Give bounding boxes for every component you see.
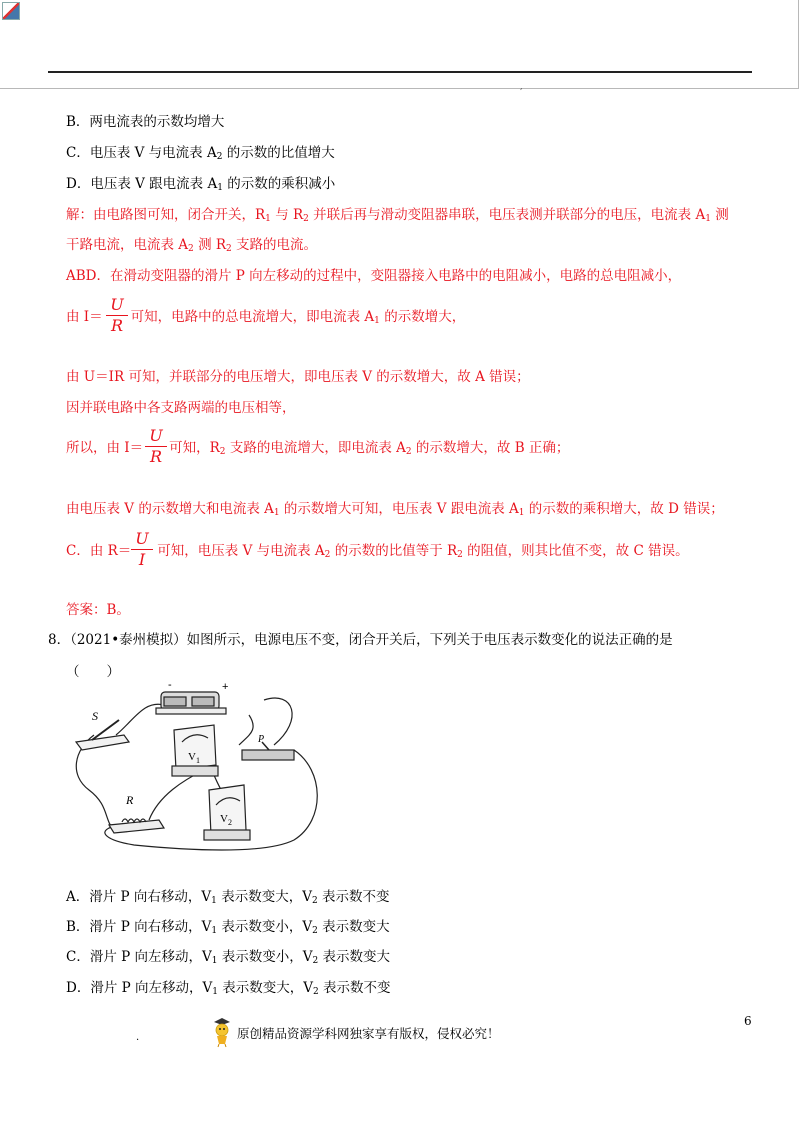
fraction-u-over-i: U I	[131, 530, 153, 569]
option-b: B．滑片 P 向右移动，$V_1$ 表示数变小，$V_2$ 表示数变大	[66, 919, 390, 936]
solution-line-4: 由 I＝ 可知，电路中的总电流增大，即电流表 $A_1$ 的示数增大，	[66, 309, 466, 326]
label-v2: $V_2$	[220, 813, 232, 827]
header-frame	[0, 0, 799, 89]
solution-line-9: C．由 R＝ 可知，电压表 V 与电流表 $A_2$ 的示数的比值等于 $R_2$ 的阻值，则其比值不变，故 C 错误。	[66, 543, 689, 560]
label-minus: -	[168, 680, 172, 691]
question-8-stem: 8．（2021•泰州模拟）如图所示，电源电压不变，闭合开关后，下列关于电压表示数变化的说法正确的是	[48, 632, 673, 648]
solution-line-8: 由电压表 V 的示数增大和电流表 $A_1$ 的示数增大可知，电压表 V 跟电流表 $A_1$ 的示数的乘积增大，故 D 错误；	[66, 501, 724, 518]
solution-line-6: 因并联电路中各支路两端的电压相等，	[66, 400, 296, 416]
solution-line-2: 干路电流，电流表 $A_2$ 测 $R_2$ 支路的电流。	[66, 237, 318, 254]
solution-line-3: ABD．在滑动变阻器的滑片 P 向左移动的过程中，变阻器接入电路中的电阻减小，电路的总电阻减小，	[66, 268, 682, 284]
circuit-diagram	[64, 680, 326, 860]
label-v1: $V_1$	[188, 751, 200, 765]
option-d: D．滑片 P 向左移动，$V_1$ 表示数变大，$V_2$ 表示数不变	[66, 980, 391, 997]
option-a: A．滑片 P 向右移动，$V_1$ 表示数变大，$V_2$ 表示数不变	[66, 889, 390, 906]
header-dot: ,	[520, 82, 523, 91]
answer-line: 答案：B。	[66, 602, 130, 618]
label-p: P	[258, 734, 265, 745]
label-plus: +	[222, 681, 229, 693]
option-b-prev: B．两电流表的示数均增大	[66, 114, 225, 130]
footer-dot: .	[136, 1032, 140, 1043]
page-number: 6	[744, 1014, 752, 1028]
copyright-notice: 原创精品资源学科网独家享有版权，侵权必究！	[237, 1026, 500, 1041]
option-d-prev: D．电压表 V 跟电流表 $A_1$ 的示数的乘积减小	[66, 176, 336, 193]
label-s: S	[92, 709, 98, 723]
mascot-icon	[210, 1016, 234, 1048]
label-r: R	[126, 793, 134, 807]
fraction-u-over-r-1: U R	[106, 296, 128, 335]
question-8-bracket: （ ）	[66, 664, 120, 680]
fraction-u-over-r-2: U R	[145, 427, 167, 466]
solution-line-1: 解：由电路图可知，闭合开关，$R_1$ 与 $R_2$ 并联后再与滑动变阻器串联，电压表测并联部分的电压，电流表 $A_1$ 测	[66, 207, 729, 224]
header-rule	[48, 71, 752, 73]
option-c: C．滑片 P 向左移动，$V_1$ 表示数变小，$V_2$ 表示数变大	[66, 949, 391, 966]
logo-icon	[2, 2, 20, 20]
option-c-prev: C．电压表 V 与电流表 $A_2$ 的示数的比值增大	[66, 145, 335, 162]
solution-line-7: 所以，由 I＝ 可知，$R_2$ 支路的电流增大，即电流表 $A_2$ 的示数增大，故 B 正确；	[66, 440, 570, 457]
solution-line-5: 由 U＝IR 可知，并联部分的电压增大，即电压表 V 的示数增大，故 A 错误；	[66, 369, 530, 385]
